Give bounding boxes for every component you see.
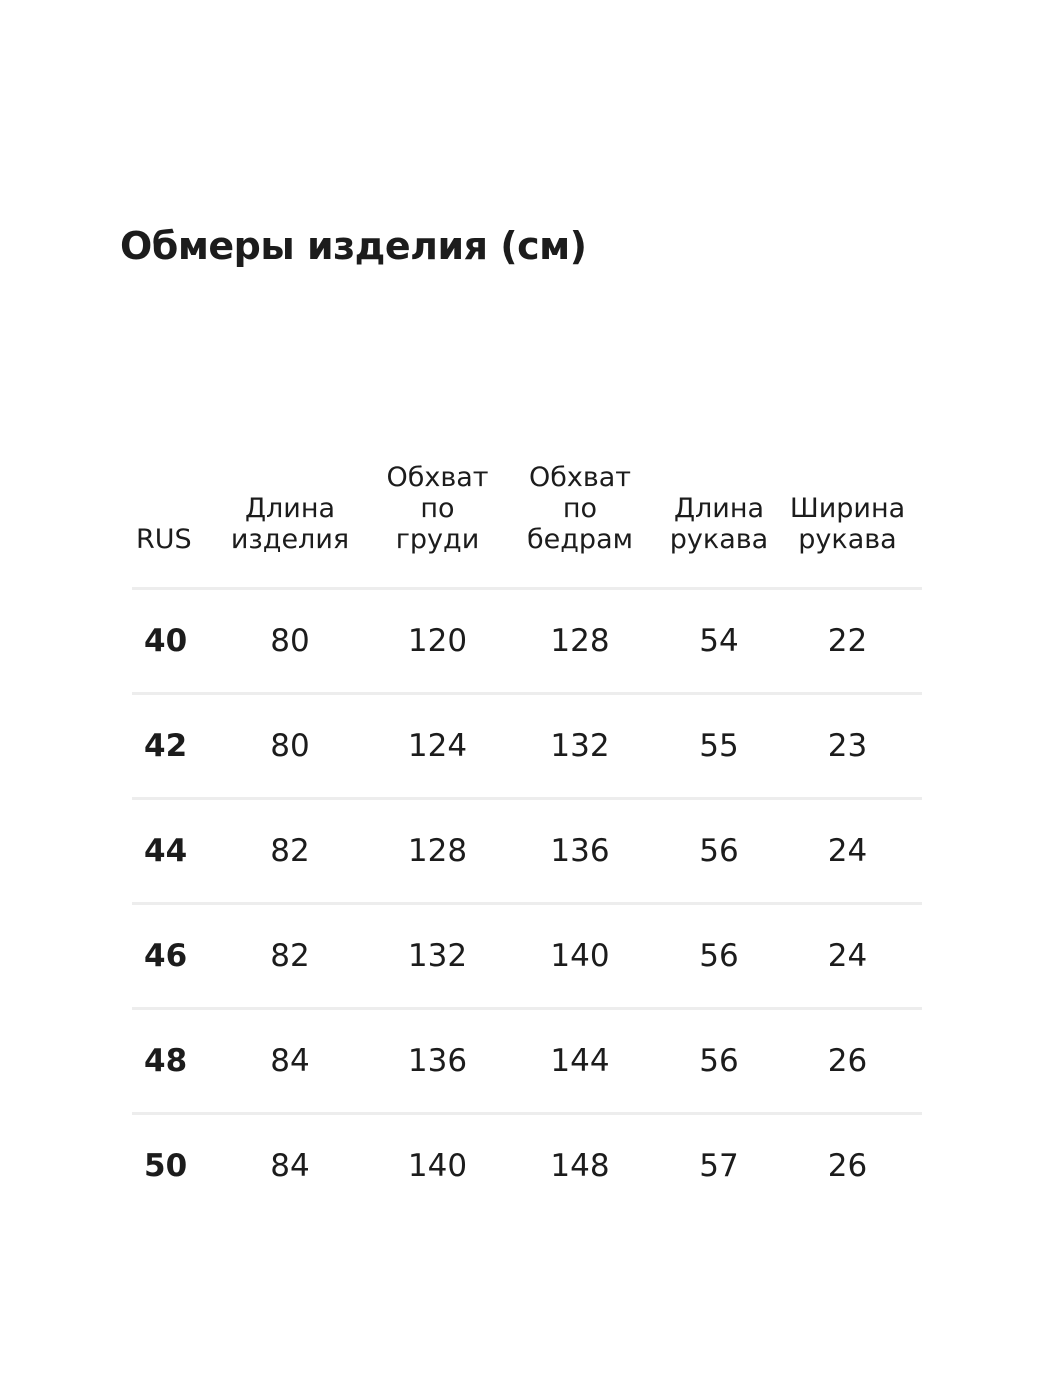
header-line: рукава xyxy=(798,524,897,555)
table-cell: 22 xyxy=(773,589,922,694)
table-cell: 140 xyxy=(495,904,665,1009)
size-cell: 44 xyxy=(132,799,200,904)
size-cell: 42 xyxy=(132,694,200,799)
header-chest xyxy=(380,425,495,589)
table-cell: 80 xyxy=(200,694,380,799)
table-header xyxy=(132,425,922,589)
table-cell: 144 xyxy=(495,1009,665,1114)
table-row xyxy=(132,694,922,799)
table-cell: 23 xyxy=(773,694,922,799)
header-line: изделия xyxy=(230,524,350,555)
header-rus xyxy=(132,425,200,589)
table-cell: 82 xyxy=(200,799,380,904)
table-cell: 24 xyxy=(773,799,922,904)
header-line: груди xyxy=(395,524,480,555)
header-line: Длина xyxy=(673,493,765,524)
table-cell: 120 xyxy=(380,589,495,694)
table-cell: 26 xyxy=(827,1148,868,1184)
size-cell: 46 xyxy=(132,904,200,1009)
table-cell: 140 xyxy=(407,1148,468,1184)
header-sleeve-width xyxy=(773,425,922,589)
table-cell: 26 xyxy=(773,1009,922,1114)
header-line: по xyxy=(562,493,598,524)
table-cell: 124 xyxy=(380,694,495,799)
table-cell: 56 xyxy=(665,799,773,904)
table-cell: 128 xyxy=(380,799,495,904)
header-length xyxy=(200,425,380,589)
header-line: Обхват xyxy=(528,462,632,493)
table-row xyxy=(132,799,922,904)
header-hips xyxy=(495,425,665,589)
table-row xyxy=(132,589,922,694)
table-cell: 84 xyxy=(200,1009,380,1114)
table-cell: 136 xyxy=(380,1009,495,1114)
table-cell: 132 xyxy=(380,904,495,1009)
header-line: Обхват xyxy=(386,462,489,493)
table-row xyxy=(132,1009,922,1114)
table-cell: 136 xyxy=(495,799,665,904)
header-line: Ширина xyxy=(789,493,906,524)
table-cell: 54 xyxy=(665,589,773,694)
table-cell: 24 xyxy=(773,904,922,1009)
table-cell: 56 xyxy=(665,904,773,1009)
header-line: RUS xyxy=(136,524,192,555)
table-cell: 55 xyxy=(665,694,773,799)
table-row xyxy=(132,904,922,1009)
page-title: Обмеры изделия (см) xyxy=(120,224,587,268)
table-row xyxy=(132,1114,922,1218)
table-body xyxy=(132,589,922,1218)
header-line: бедрам xyxy=(527,524,633,555)
table-cell: 80 xyxy=(200,589,380,694)
size-cell: 40 xyxy=(132,589,200,694)
header-line: по xyxy=(420,493,455,524)
table-cell: 84 xyxy=(270,1148,310,1184)
size-table xyxy=(132,425,922,1217)
size-cell: 50 xyxy=(144,1148,188,1184)
table-cell: 57 xyxy=(699,1148,739,1184)
header-row xyxy=(132,425,922,589)
size-cell: 48 xyxy=(132,1009,200,1114)
header-line: рукава xyxy=(669,524,769,555)
table-cell: 128 xyxy=(495,589,665,694)
table-cell: 132 xyxy=(495,694,665,799)
table-cell: 56 xyxy=(665,1009,773,1114)
header-sleeve-length xyxy=(665,425,773,589)
header-line: Длина xyxy=(244,493,336,524)
table-cell: 82 xyxy=(200,904,380,1009)
table-cell: 148 xyxy=(550,1148,610,1184)
